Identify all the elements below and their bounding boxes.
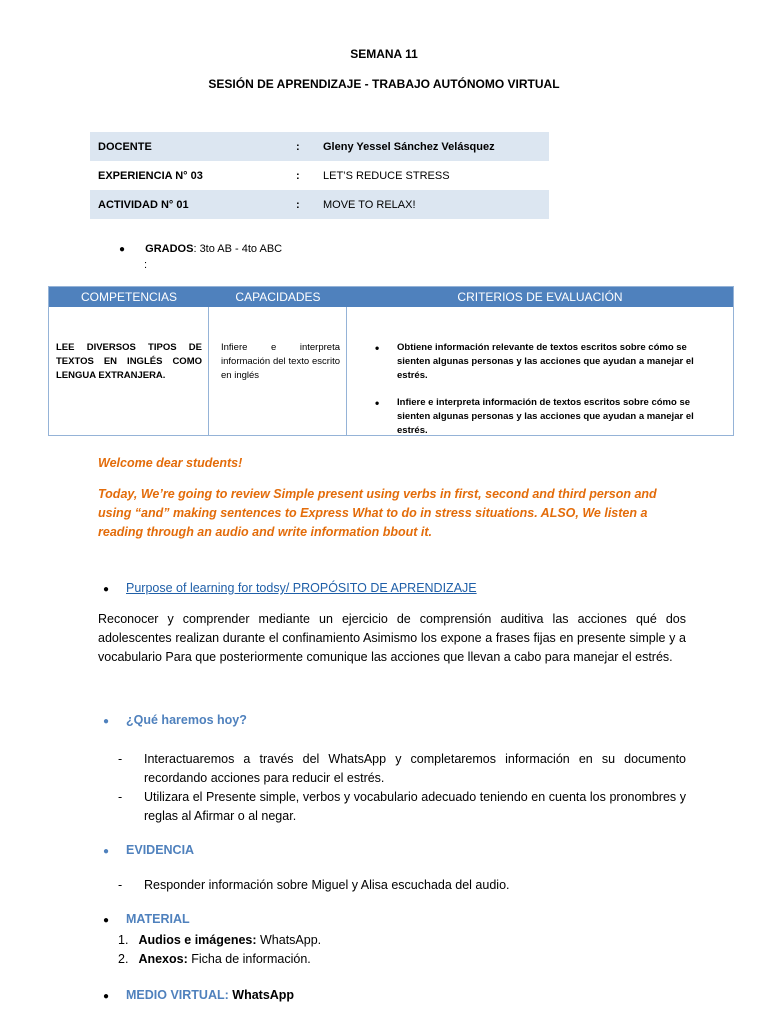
list-item: - Interactuaremos a través del WhatsApp y completaremos información en su documento recordando acciones para reducir el estrés. [118, 750, 686, 788]
item-bold: Audios e imágenes: [138, 933, 257, 947]
list-item [118, 950, 321, 969]
evidencia-title: EVIDENCIA [126, 843, 195, 857]
competencias-header [49, 287, 733, 307]
info-value: LET’S REDUCE STRESS [323, 169, 450, 182]
grados-value: : 3to AB - 4to ABC [193, 243, 283, 255]
list-item [118, 931, 321, 950]
item-number: 2. [118, 952, 129, 966]
competencia-cell: LEE DIVERSOS TIPOS DE TEXTOS EN INGLÉS COMO LENGUA EXTRANJERA. [49, 307, 209, 435]
bullet-icon: ● [103, 584, 110, 595]
info-table [90, 132, 549, 219]
list-item: - Responder información sobre Miguel y Alisa escuchada del audio. [118, 876, 686, 895]
info-sep: : [296, 198, 300, 211]
bullet-icon: ● [103, 716, 110, 727]
today-list [118, 750, 686, 826]
welcome-text: Welcome dear students! [98, 456, 243, 470]
bullet-icon: ● [119, 244, 126, 255]
purpose-heading [103, 581, 477, 595]
info-label: EXPERIENCIA N° 03 [98, 169, 203, 182]
purpose-link[interactable]: Purpose of learning for todsy/ PROPÓSITO DE APRENDIZAJE [126, 581, 477, 595]
grados-extra: : [144, 259, 148, 271]
material-title: MATERIAL [126, 912, 190, 926]
medio-title: MEDIO VIRTUAL: [126, 988, 229, 1002]
material-heading [103, 912, 190, 926]
criterios-cell [347, 307, 733, 435]
item-bold: Anexos: [138, 952, 188, 966]
intro-text: Today, We’re going to review Simple present using verbs in first, second and third person and using “and” making sentences to Express What to do in stress situations. ALSO, We listen a reading through an audio and write information bbout it. [98, 487, 657, 539]
medio-heading [103, 988, 294, 1002]
evidencia-heading [103, 843, 194, 857]
bullet-icon: ● [103, 991, 110, 1002]
header-criterios: CRITERIOS DE EVALUACIÓN [457, 290, 623, 304]
item-rest: Ficha de información. [187, 952, 311, 966]
header-capacidades: CAPACIDADES [235, 290, 321, 304]
evidencia-list [118, 876, 686, 895]
week-title: SEMANA 11 [350, 47, 418, 61]
info-sep: : [296, 140, 300, 153]
info-row-experiencia [90, 161, 549, 190]
info-row-actividad [90, 190, 549, 219]
session-title: SESIÓN DE APRENDIZAJE - TRABAJO AUTÓNOMO VIRTUAL [208, 77, 560, 91]
criterio-item: • Infiere e interpreta información de textos escritos sobre cómo se sienten algunas personas y las acciones que ayudan a manejar el estrés. [375, 396, 709, 438]
info-row-docente [90, 132, 549, 161]
medio-value: WhatsApp [228, 988, 295, 1002]
info-sep: : [296, 169, 300, 182]
item-rest: WhatsApp. [256, 933, 322, 947]
competencias-table [48, 286, 734, 436]
today-title: ¿Qué haremos hoy? [126, 713, 247, 727]
info-label: ACTIVIDAD N° 01 [98, 198, 189, 211]
grados-label: GRADOS [145, 243, 194, 255]
bullet-icon: ● [103, 915, 110, 926]
capacidad-cell: Infiere e interpreta información del texto escrito en inglés [209, 307, 347, 435]
list-item: - Utilizara el Presente simple, verbos y vocabulario adecuado teniendo en cuenta los pronombres y reglas al Afirmar o al negar. [118, 788, 686, 826]
purpose-text: Reconocer y comprender mediante un ejercicio de comprensión auditiva las acciones qué dos adolescentes realizan durante el confinamiento Asimismo los expone a frases fijas en presente simple y a vocabulario Para que posteriormente comunique las acciones que llevan a cabo para manejar el estrés. [98, 612, 686, 664]
info-value: MOVE TO RELAX! [323, 198, 416, 211]
criterio-item: • Obtiene información relevante de textos escritos sobre cómo se sienten algunas personas y las acciones que ayudan a manejar el estrés. [375, 341, 709, 383]
competencias-body [49, 307, 733, 435]
info-label: DOCENTE [98, 140, 152, 153]
bullet-icon: ● [103, 846, 110, 857]
info-value: Gleny Yessel Sánchez Velásquez [323, 140, 495, 153]
header-competencias: COMPETENCIAS [80, 290, 177, 304]
today-heading [103, 713, 247, 727]
material-list [118, 931, 321, 969]
item-number: 1. [118, 933, 129, 947]
grados-line [119, 243, 282, 255]
